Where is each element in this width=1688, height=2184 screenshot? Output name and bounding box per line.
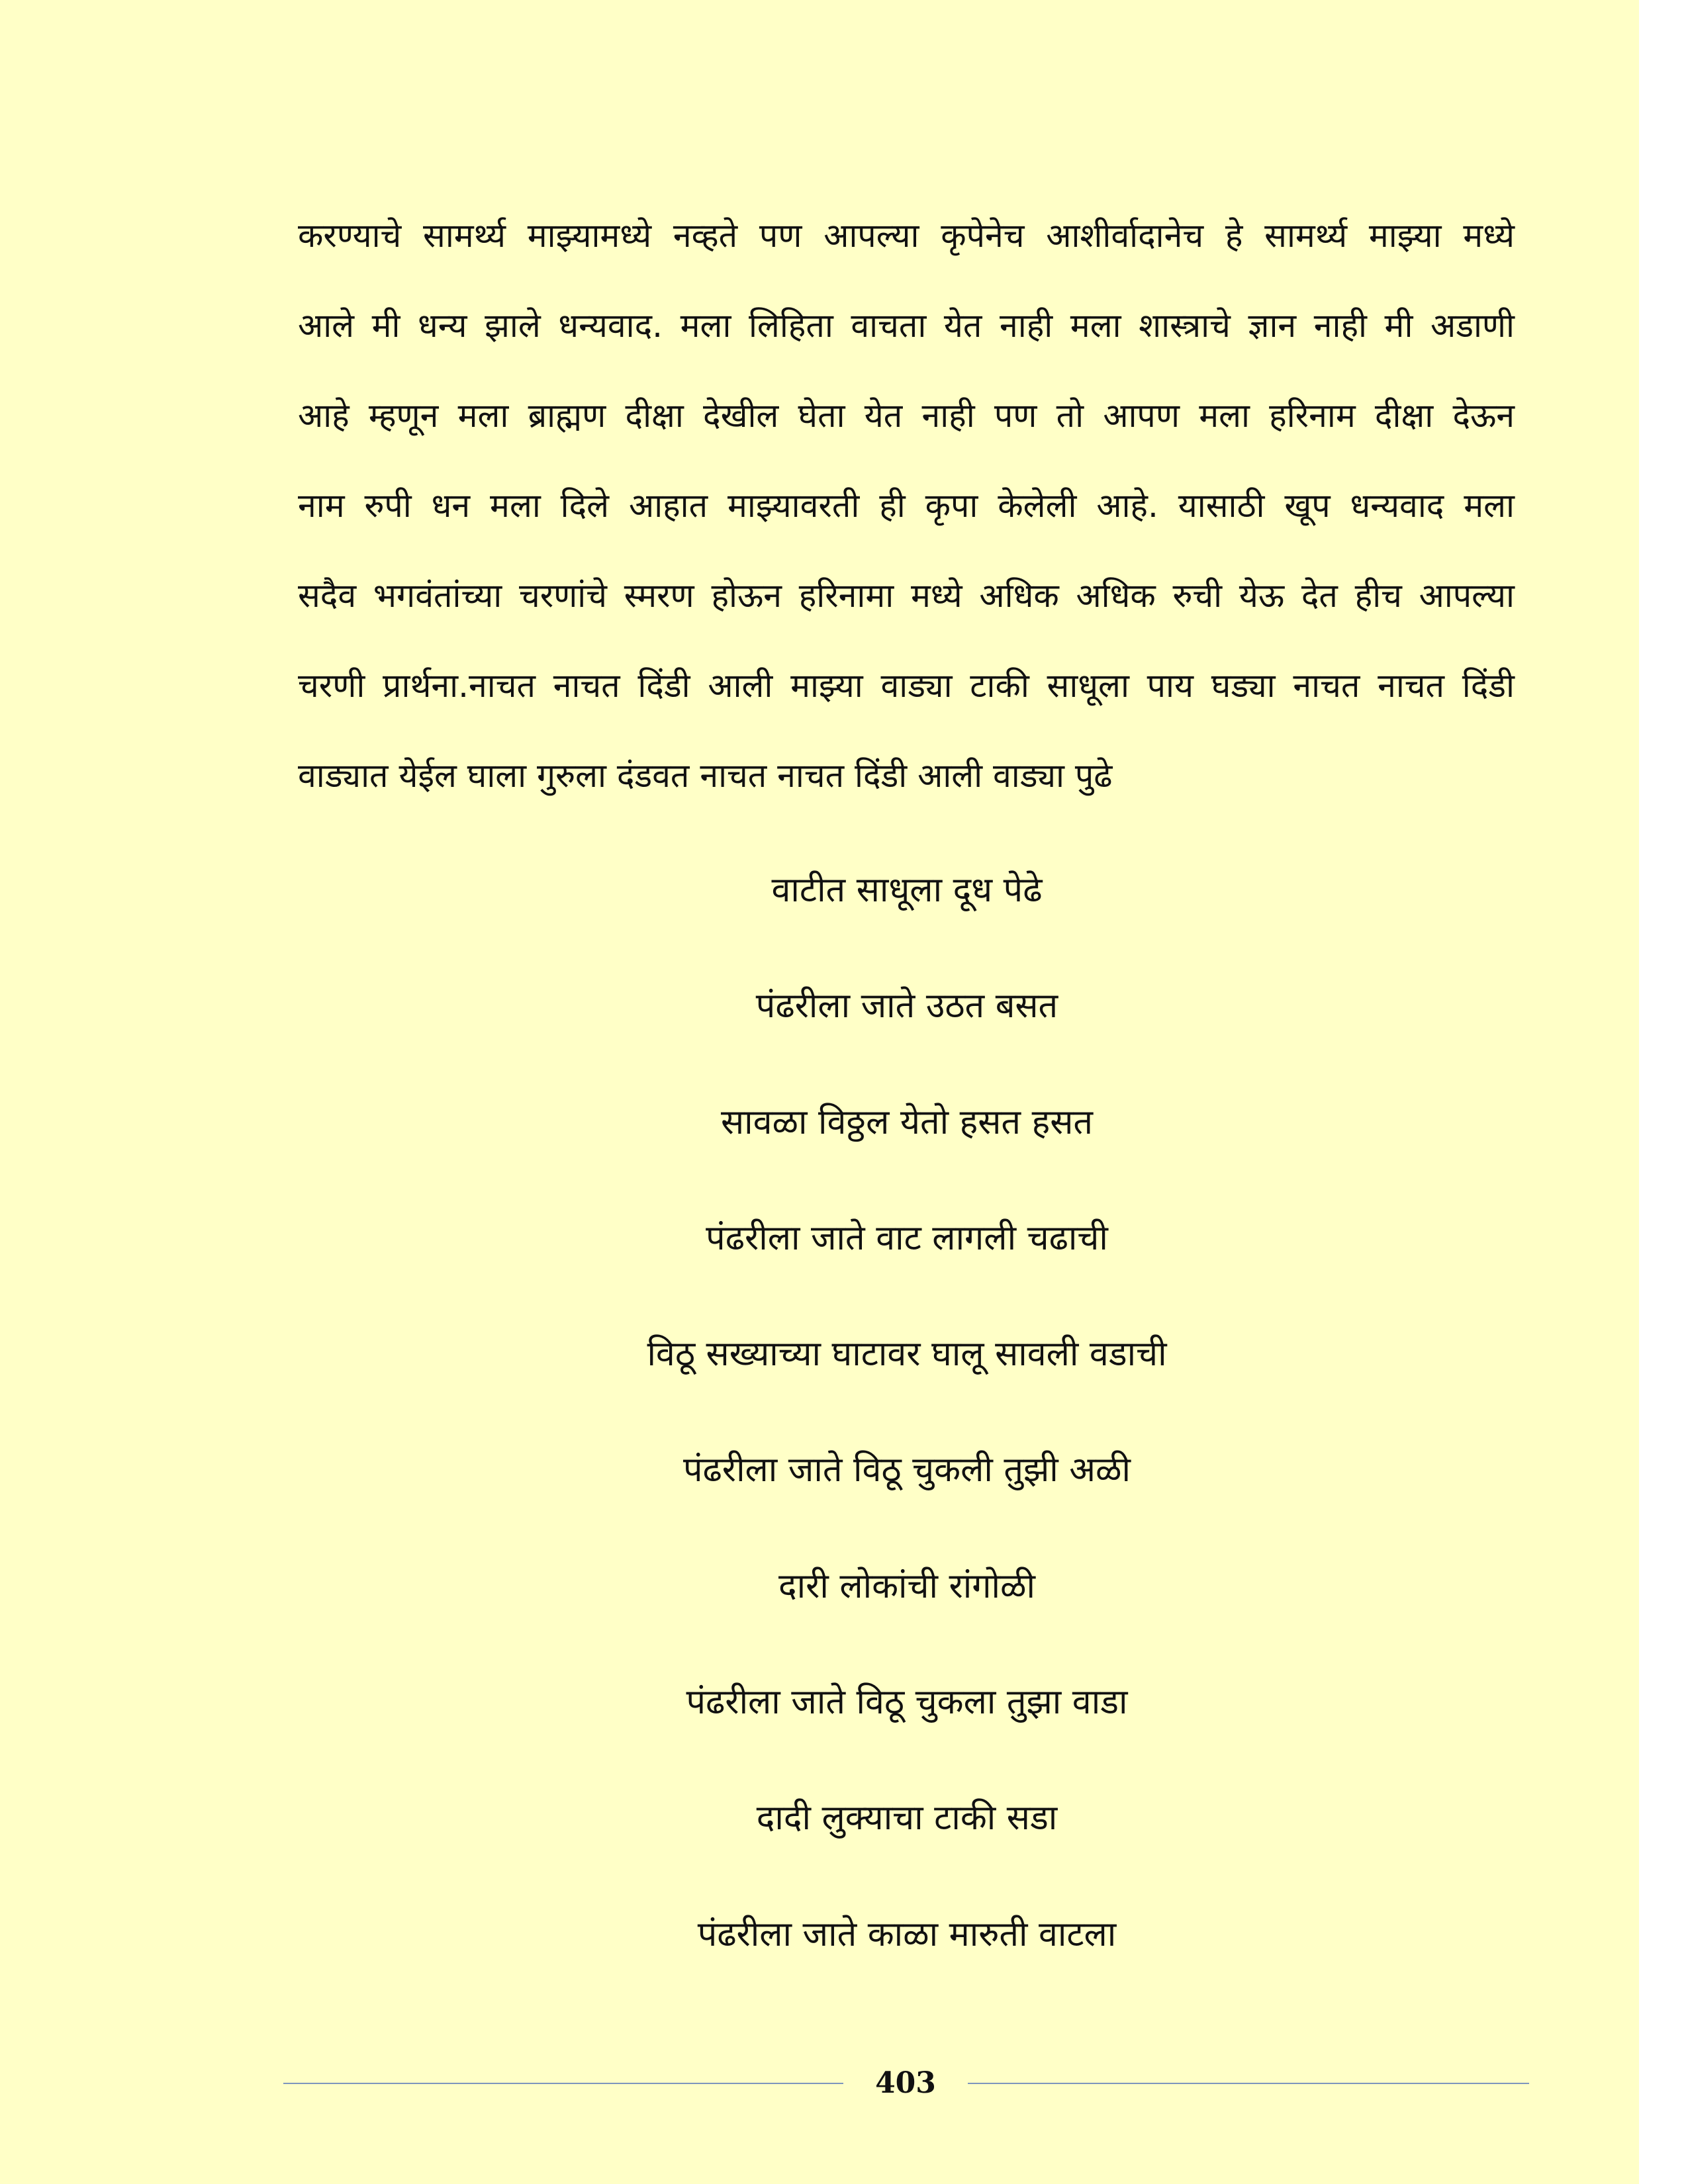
poem-line: सावळा विठ्ठल येतो हसत हसत (720, 1102, 1094, 1142)
page-number: 403 (875, 2066, 936, 2100)
body-paragraph (298, 191, 1515, 821)
poem-line: पंढरीला जाते काळा मारुती वाटला (697, 1914, 1117, 1954)
poem-verse (0, 833, 1688, 1993)
paragraph-line: नाम रुपी धन मला दिले आहात माझ्यावरती ही कृपा केलेली आहे. यासाठी खूप धन्यवाद मला (298, 486, 1515, 525)
poem-line: पंढरीला जाते उठत बसत (755, 986, 1058, 1026)
paragraph-line: वाड्यात येईल घाला गुरुला दंडवत नाचत नाचत दिंडी आली वाड्या पुढे (298, 756, 1113, 795)
poem-line: विठू सख्याच्या घाटावर घालू सावली वडाची (647, 1334, 1167, 1375)
paragraph-line: चरणी प्रार्थना.नाचत नाचत दिंडी आली माझ्या वाड्या टाकी साधूला पाय घड्या नाचत नाचत दिंडी (298, 666, 1515, 705)
footer-rule-left (283, 2083, 843, 2084)
paragraph-line: आहे म्हणून मला ब्राह्मण दीक्षा देखील घेता येत नाही पण तो आपण मला हरिनाम दीक्षा देऊन (298, 396, 1515, 435)
poem-line: पंढरीला जाते विठू चुकली तुझी अळी (682, 1450, 1131, 1490)
poem-line: वाटीत साधूला दूध पेढे (771, 870, 1043, 910)
paragraph-line: करण्याचे सामर्थ्य माझ्यामध्ये नव्हते पण आपल्या कृपेनेच आशीर्वादानेच हे सामर्थ्य माझ्या मध्ये (298, 216, 1515, 255)
poem-line: पंढरीला जाते विठू चुकला तुझा वाडा (686, 1682, 1128, 1723)
paragraph-line: सदैव भगवंतांच्या चरणांचे स्मरण होऊन हरिनामा मध्ये अधिक अधिक रुची येऊ देत हीच आपल्या (298, 576, 1515, 615)
paragraph-line: आले मी धन्य झाले धन्यवाद. मला लिहिता वाचता येत नाही मला शास्त्राचे ज्ञान नाही मी अडाणी (298, 306, 1515, 345)
poem-line: दारी लोकांची रांगोळी (778, 1566, 1035, 1606)
poem-line: पंढरीला जाते वाट लागली चढाची (706, 1218, 1108, 1258)
poem-line: दादी लुक्याचा टाकी सडा (756, 1798, 1058, 1839)
footer-rule-right (968, 2083, 1529, 2084)
